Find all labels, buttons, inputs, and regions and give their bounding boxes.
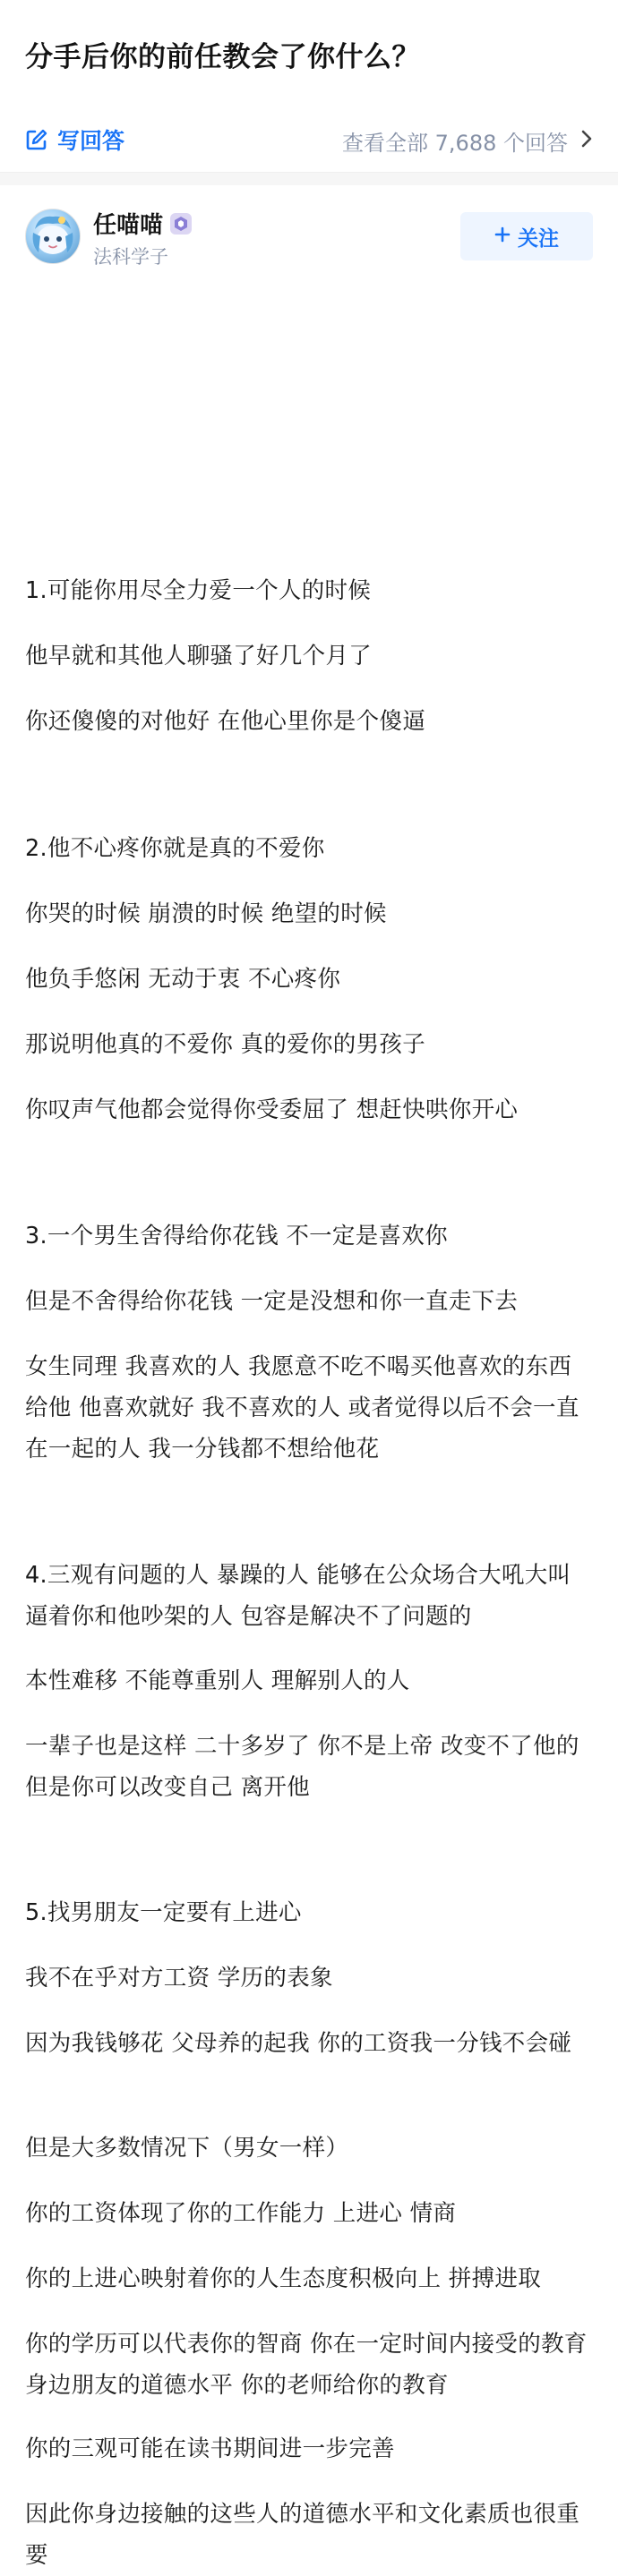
creator-badge-icon xyxy=(170,213,192,235)
answer-paragraph: 1.可能你用尽全力爱一个人的时候 xyxy=(25,577,372,604)
answer-paragraph: 女生同理 我喜欢的人 我愿意不吃不喝买他喜欢的东西给他 他喜欢就好 我不喜欢的人 或者觉得以后不会一直在一起的人 我一分钱都不想给他花 xyxy=(25,1353,579,1463)
answer-paragraph: 你的工资体现了你的工作能力 上进心 情商 xyxy=(25,2200,457,2227)
plus-icon xyxy=(494,225,511,248)
view-all-label: 查看全部 7,688 个回答 xyxy=(342,131,568,156)
chevron-right-icon xyxy=(580,129,593,154)
answer-paragraph: 3.一个男生舍得给你花钱 不一定是喜欢你 xyxy=(25,1223,448,1250)
author-name[interactable] xyxy=(93,207,192,240)
answer-paragraph: 你叹声气他都会觉得你受委屈了 想赶快哄你开心 xyxy=(25,1096,519,1123)
author-row xyxy=(0,185,618,282)
answer-paragraph: 因为我钱够花 父母养的起我 你的工资我一分钱不会碰 xyxy=(25,2030,572,2057)
write-answer-button[interactable] xyxy=(25,124,124,156)
follow-button[interactable] xyxy=(460,212,593,260)
answer-paragraph: 2.他不心疼你就是真的不爱你 xyxy=(25,835,325,862)
answer-paragraph: 因此你身边接触的这些人的道德水平和文化素质也很重要 xyxy=(25,2501,580,2569)
author-bio: 法科学子 xyxy=(93,246,168,268)
answer-paragraph: 你的学历可以代表你的智商 你在一定时间内接受的教育 身边朋友的道德水平 你的老师给你的教育 xyxy=(25,2331,588,2399)
answer-paragraph: 你的上进心映射着你的人生态度积极向上 拼搏进取 xyxy=(25,2265,542,2292)
answer-paragraph: 他负手悠闲 无动于衷 不心疼你 xyxy=(25,966,341,993)
view-all-answers-link[interactable] xyxy=(342,125,593,157)
answer-paragraph: 你还傻傻的对他好 在他心里你是个傻逼 xyxy=(25,708,426,735)
write-answer-label: 写回答 xyxy=(57,128,125,154)
answer-paragraph: 那说明他真的不爱你 真的爱你的男孩子 xyxy=(25,1031,426,1058)
answer-paragraph: 你的三观可能在读书期间进一步完善 xyxy=(25,2435,395,2462)
answer-paragraph: 但是不舍得给你花钱 一定是没想和你一直走下去 xyxy=(25,1288,519,1315)
answer-paragraph: 本性难移 不能尊重别人 理解别人的人 xyxy=(25,1668,410,1694)
answer-paragraph: 5.找男朋友一定要有上进心 xyxy=(25,1899,302,1926)
answer-paragraph: 一辈子也是这样 二十多岁了 你不是上帝 改变不了他的 但是你可以改变自己 离开他 xyxy=(25,1733,579,1801)
author-name-text: 任喵喵 xyxy=(93,212,164,239)
section-divider xyxy=(0,173,618,185)
action-bar xyxy=(0,107,618,173)
answer-paragraph: 但是大多数情况下（男女一样） xyxy=(25,2135,349,2162)
pencil-square-icon xyxy=(25,128,48,151)
question-header xyxy=(0,0,618,107)
avatar[interactable] xyxy=(25,209,81,264)
answer-paragraph: 你哭的时候 崩溃的时候 绝望的时候 xyxy=(25,900,387,927)
answer-paragraph: 4.三观有问题的人 暴躁的人 能够在公众场合大吼大叫逼着你和他吵架的人 包容是解决不了问题的 xyxy=(25,1562,571,1630)
answer-paragraph: 他早就和其他人聊骚了好几个月了 xyxy=(25,643,373,670)
follow-label: 关注 xyxy=(518,226,559,251)
answer-paragraph: 我不在乎对方工资 学历的表象 xyxy=(25,1965,333,1992)
question-title[interactable]: 分手后你的前任教会了你什么？ xyxy=(25,41,420,73)
